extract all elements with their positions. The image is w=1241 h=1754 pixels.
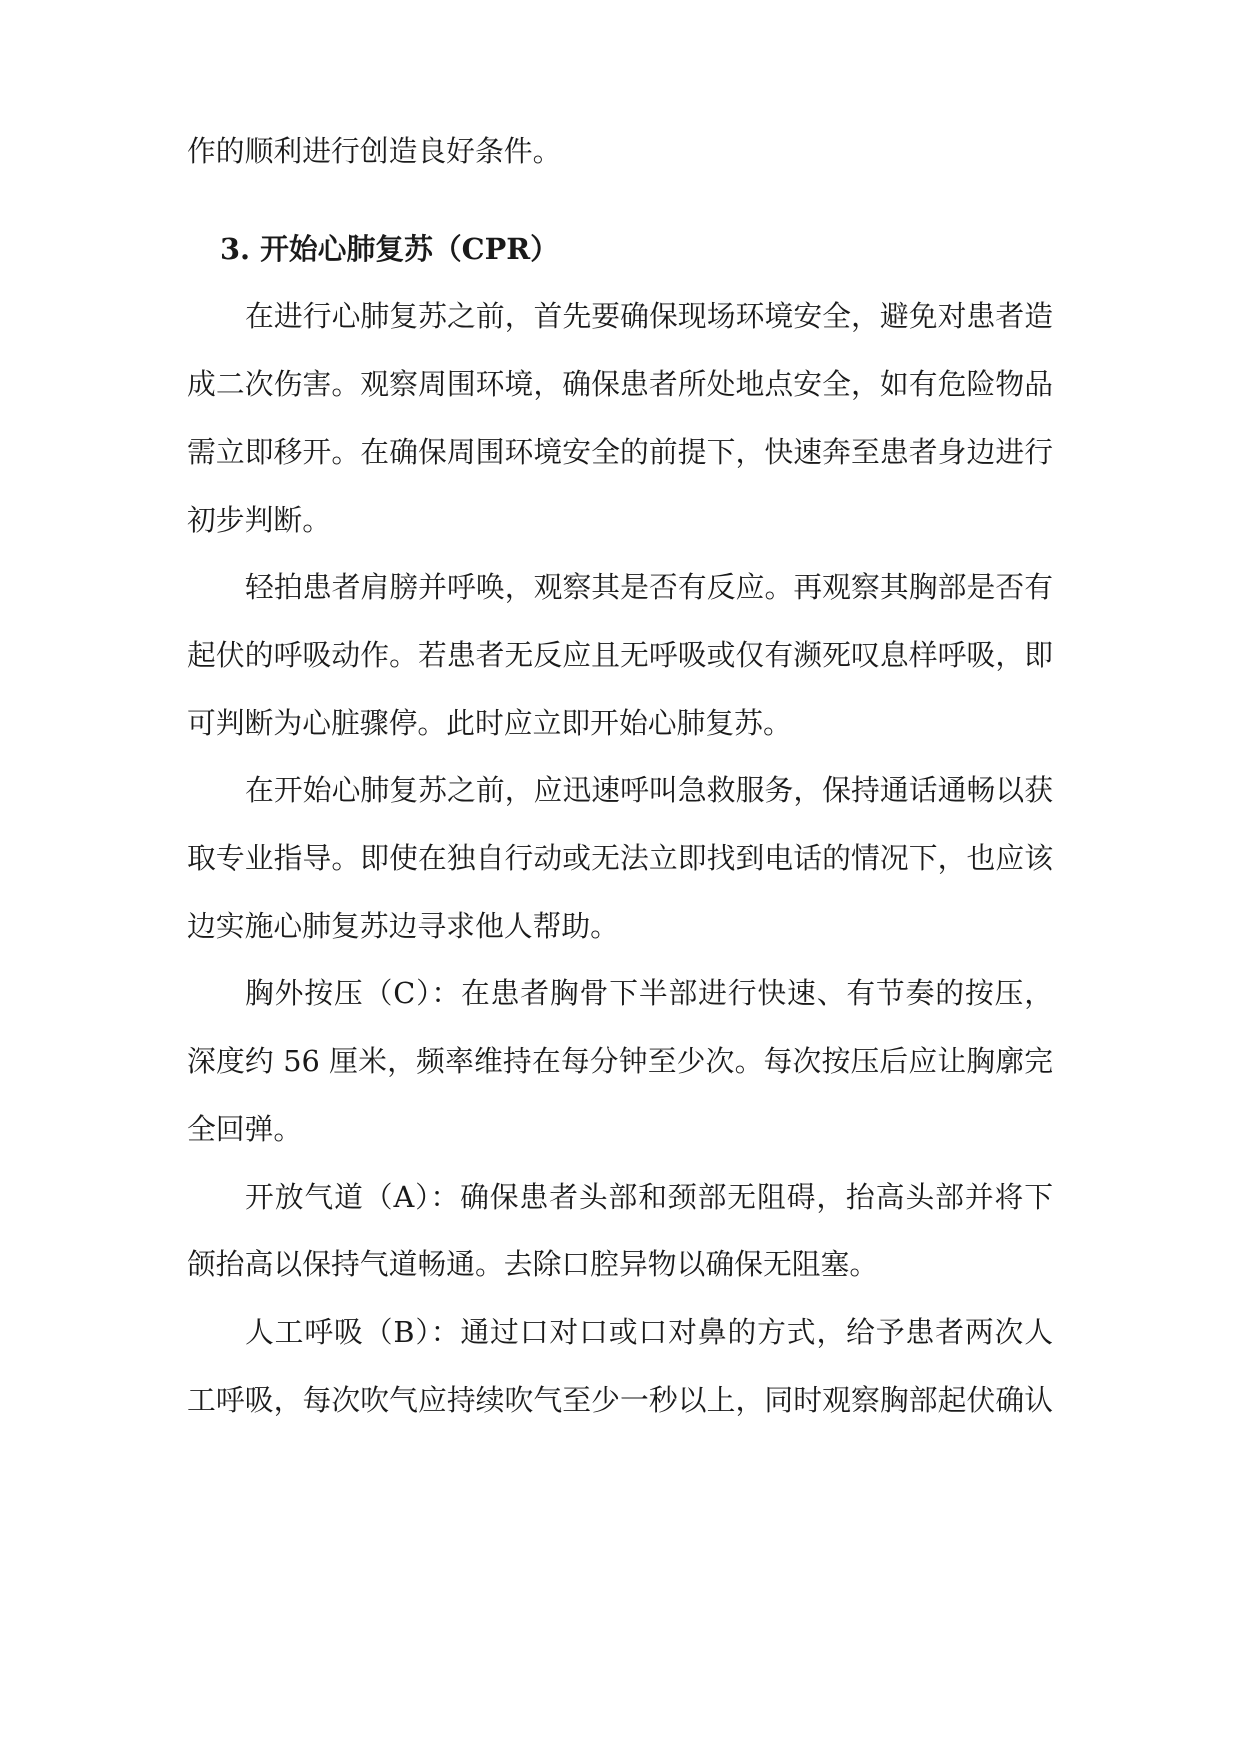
paragraph-line: 需立即移开。在确保周围环境安全的前提下，快速奔至患者身边进行: [187, 434, 1053, 469]
paragraph-line: 全回弹。: [187, 1111, 303, 1146]
paragraph-line: 在开始心肺复苏之前，应迅速呼叫急救服务，保持通话通畅以获: [245, 773, 1053, 808]
paragraph-line: 成二次伤害。观察周围环境，确保患者所处地点安全，如有危险物品: [187, 367, 1053, 402]
paragraph-line: 开放气道（A）：确保患者头部和颈部无阻碍，抬高头部并将下: [245, 1179, 1053, 1214]
paragraph-line: 轻拍患者肩膀并呼唤，观察其是否有反应。再观察其胸部是否有: [245, 570, 1053, 605]
section-heading: 3. 开始心肺复苏（CPR）: [220, 231, 559, 266]
paragraph-line: 起伏的呼吸动作。若患者无反应且无呼吸或仅有濒死叹息样呼吸，即: [187, 637, 1053, 672]
document-body: [187, 118, 1053, 1434]
paragraph-scene-safety: [187, 283, 1053, 554]
paragraph-line: 胸外按压（C）：在患者胸骨下半部进行快速、有节奏的按压，: [245, 976, 1053, 1011]
paragraph-line: 颌抬高以保持气道畅通。去除口腔异物以确保无阻塞。: [187, 1247, 879, 1282]
paragraph-line: 在进行心肺复苏之前，首先要确保现场环境安全，避免对患者造: [245, 299, 1053, 334]
paragraph-line: 工呼吸，每次吹气应持续吹气至少一秒以上，同时观察胸部起伏确认: [187, 1382, 1053, 1417]
paragraph-call-emergency: [187, 757, 1053, 960]
paragraph-line: 初步判断。: [187, 502, 331, 537]
continuation-paragraph: [187, 118, 1053, 186]
paragraph-chest-compression: [187, 960, 1053, 1163]
paragraph-open-airway: [187, 1164, 1053, 1299]
paragraph-line: 深度约 56 厘米，频率维持在每分钟至少次。每次按压后应让胸廓完: [187, 1044, 1053, 1079]
paragraph-line: 边实施心肺复苏边寻求他人帮助。: [187, 908, 619, 943]
paragraph-line: 人工呼吸（B）：通过口对口或口对鼻的方式，给予患者两次人: [245, 1314, 1053, 1349]
paragraph-line: 可判断为心脏骤停。此时应立即开始心肺复苏。: [187, 705, 792, 740]
paragraph-line: 作的顺利进行创造良好条件。: [187, 134, 562, 168]
paragraph-line: 取专业指导。即使在独自行动或无法立即找到电话的情况下，也应该: [187, 841, 1053, 876]
paragraph-assess-response: [187, 554, 1053, 757]
paragraph-rescue-breathing: [187, 1299, 1053, 1434]
